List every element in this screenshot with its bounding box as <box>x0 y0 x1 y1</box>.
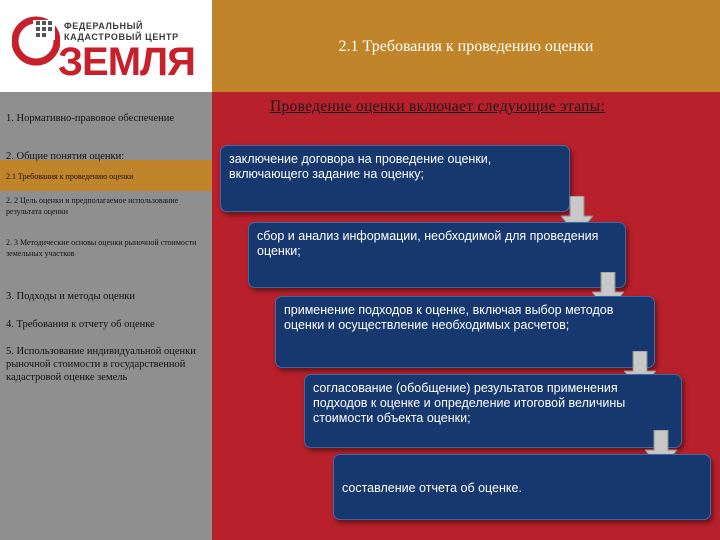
logo-line-2: КАДАСТРОВЫЙ ЦЕНТР <box>64 32 179 42</box>
sidebar-item-approaches[interactable]: 3. Подходы и методы оценки <box>6 291 136 302</box>
step-1-text: заключение договора на проведение оценки, включающего задание на оценку; <box>229 152 492 181</box>
sidebar-item-general-concepts[interactable]: 2. Общие понятия оценки: <box>6 151 125 162</box>
sidebar-item-goal[interactable]: 2. 2 Цель оценки и предполагаемое использование результата оценки <box>6 196 179 216</box>
step-4-box <box>304 374 682 448</box>
step-2-text: сбор и анализ информации, необходимой для проведения оценки; <box>257 229 599 258</box>
sidebar-item-requirements[interactable]: 2.1 Требования к проведению оценки <box>6 172 134 181</box>
step-3-text: применение подходов к оценке, включая выбор методов оценки и осуществление необходимых расчетов; <box>284 303 614 332</box>
step-2-box <box>248 222 626 288</box>
sidebar-item-report[interactable]: 4. Требования к отчету об оценке <box>6 319 155 330</box>
sidebar-item-legal-basis[interactable]: 1. Нормативно-правовое обеспечение <box>6 113 175 124</box>
logo-line-1: ФЕДЕРАЛЬНЫЙ <box>64 21 144 31</box>
step-1-box <box>220 145 570 212</box>
slide-title: 2.1 Требования к проведению оценки <box>338 38 594 55</box>
step-4-text: согласование (обобщение) результатов применения подходов к оценке и определение итоговой величины стоимости объекта оценки; <box>313 381 626 425</box>
step-3-box <box>275 296 655 368</box>
logo <box>0 0 212 92</box>
sidebar-item-methodology[interactable]: 2. 3 Методические основы оценки рыночной стоимости земельных участков <box>6 238 197 258</box>
step-5-text: составление отчета об оценке. <box>342 481 522 495</box>
step-5-box <box>333 454 711 520</box>
main-heading: Проведение оценки включает следующие этапы: <box>270 98 606 115</box>
sidebar-item-usage[interactable]: 5. Использование индивидуальной оценки рыночной стоимости в государственной кадастровой оценке земель <box>6 346 196 383</box>
title-bar <box>212 0 720 92</box>
logo-mark-icon <box>12 10 60 72</box>
logo-wordmark: ЗЕМЛЯ <box>58 40 195 84</box>
